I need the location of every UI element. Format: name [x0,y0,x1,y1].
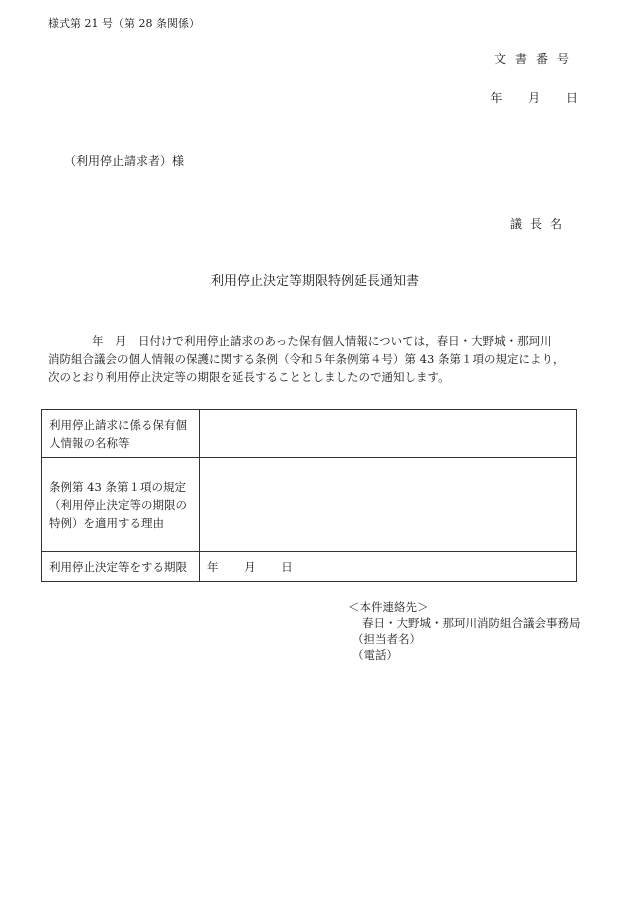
form-number: 様式第 21 号（第 28 条関係） [48,17,200,30]
sender-chairperson: 議長名 [509,217,570,231]
addressee: （利用停止請求者）様 [64,154,185,168]
deadline-label: 利用停止決定等をする期限 [42,552,200,582]
notice-body [48,332,582,386]
record-name-label: 利用停止請求に係る保有個人情報の名称等 [42,410,200,458]
contact-phone: （電話） [352,648,398,662]
extension-info-table [41,409,577,582]
table-row [42,458,577,552]
contact-office: 春日・大野城・那珂川消防組合議会事務局 [362,616,581,630]
contact-heading: ＜本件連絡先＞ [348,600,429,614]
extension-reason-value [200,458,577,552]
notice-line-3: 次のとおり利用停止決定等の期限を延長することとしましたので通知します。 [48,370,450,384]
document-title: 利用停止決定等期限特例延長通知書 [210,274,419,289]
notice-line-2: 消防組合議会の個人情報の保護に関する条例（令和５年条例第４号）第 43 条第１項の規定により， [48,352,565,366]
issue-date: 年 月 日 [490,91,578,105]
notice-line-1: 年 月 日付けで利用停止請求のあった保有個人情報については，春日・大野城・那珂川 [92,334,552,348]
deadline-value: 年 月 日 [200,552,577,582]
document-number: 文書番号 [493,52,578,66]
table-row [42,410,577,458]
contact-block [348,599,581,663]
record-name-value [200,410,577,458]
table-row [42,552,577,582]
extension-reason-label: 条例第 43 条第１項の規定（利用停止決定等の期限の特例）を適用する理由 [42,458,200,552]
contact-person: （担当者名） [352,632,421,646]
